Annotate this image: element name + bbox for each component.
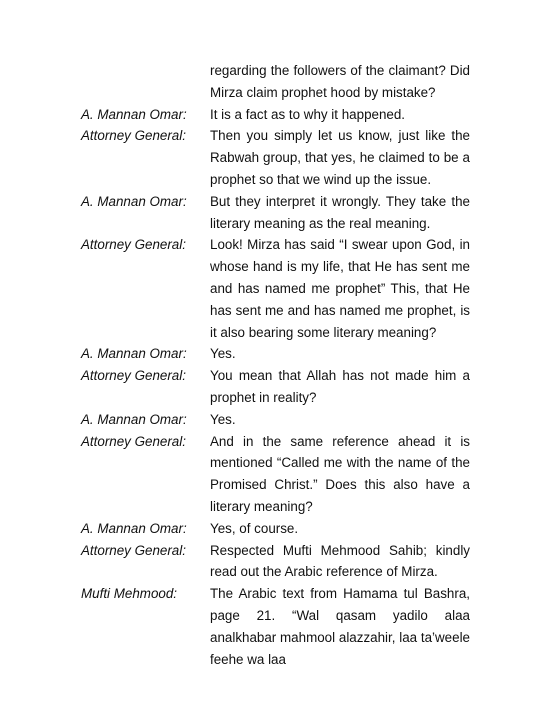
transcript-entry xyxy=(81,431,470,518)
speaker-label: A. Mannan Omar: xyxy=(81,106,187,122)
speaker-label: A. Mannan Omar: xyxy=(81,411,187,427)
statement-text: But they interpret it wrongly. They take the literary meaning as the real meaning. xyxy=(210,193,470,231)
transcript-entry xyxy=(81,365,470,409)
speaker-label: A. Mannan Omar: xyxy=(81,520,187,536)
statement-text: Then you simply let us know, just like the Rabwah group, that yes, he claimed to be a prophet so that we wind up the issue. xyxy=(210,128,470,187)
transcript-entry xyxy=(81,343,470,365)
transcript-entry xyxy=(81,540,470,584)
speaker-label: Attorney General: xyxy=(81,368,186,384)
transcript-entry xyxy=(81,234,470,343)
speaker-label: Attorney General: xyxy=(81,542,186,558)
statement-text: Look! Mirza has said “I swear upon God, in whose hand is my life, that He has sent me and has named me prophet” This, that He has sent me and has named me prophet, is it also bearing some literary meaning? xyxy=(210,237,470,340)
transcript-entry xyxy=(81,518,470,540)
statement-text: And in the same reference ahead it is mentioned “Called me with the name of the Promised Christ.” Does this also have a literary meaning? xyxy=(210,433,470,514)
speaker-label: A. Mannan Omar: xyxy=(81,193,187,209)
statement-text: It is a fact as to why it happened. xyxy=(210,106,406,122)
speaker-label: Mufti Mehmood: xyxy=(81,586,178,602)
statement-text: Yes, of course. xyxy=(210,520,299,536)
speaker-label xyxy=(81,60,210,104)
speaker-label: Attorney General: xyxy=(81,128,186,144)
statement-text: regarding the followers of the claimant? Did Mirza claim prophet hood by mistake? xyxy=(210,63,470,100)
transcript-entry xyxy=(81,125,470,190)
speaker-label: A. Mannan Omar: xyxy=(81,346,187,362)
transcript-entry xyxy=(81,60,470,104)
speaker-label: Attorney General: xyxy=(81,433,186,449)
transcript-entry xyxy=(81,104,470,126)
statement-text: The Arabic text from Hamama tul Bashra, page 21. “Wal qasam yadilo alaa analkhabar mahmool alazzahir, laa ta’weele feehe wa laa xyxy=(210,586,470,667)
statement-text: You mean that Allah has not made him a prophet in reality? xyxy=(210,368,470,405)
hearing-transcript xyxy=(81,60,470,670)
transcript-entry xyxy=(81,409,470,431)
statement-text: Yes. xyxy=(210,411,236,427)
statement-text: Respected Mufti Mehmood Sahib; kindly read out the Arabic reference of Mirza. xyxy=(210,542,470,580)
transcript-entry xyxy=(81,191,470,235)
transcript-entry xyxy=(81,583,470,670)
speaker-label: Attorney General: xyxy=(81,237,186,253)
statement-text: Yes. xyxy=(210,346,236,362)
